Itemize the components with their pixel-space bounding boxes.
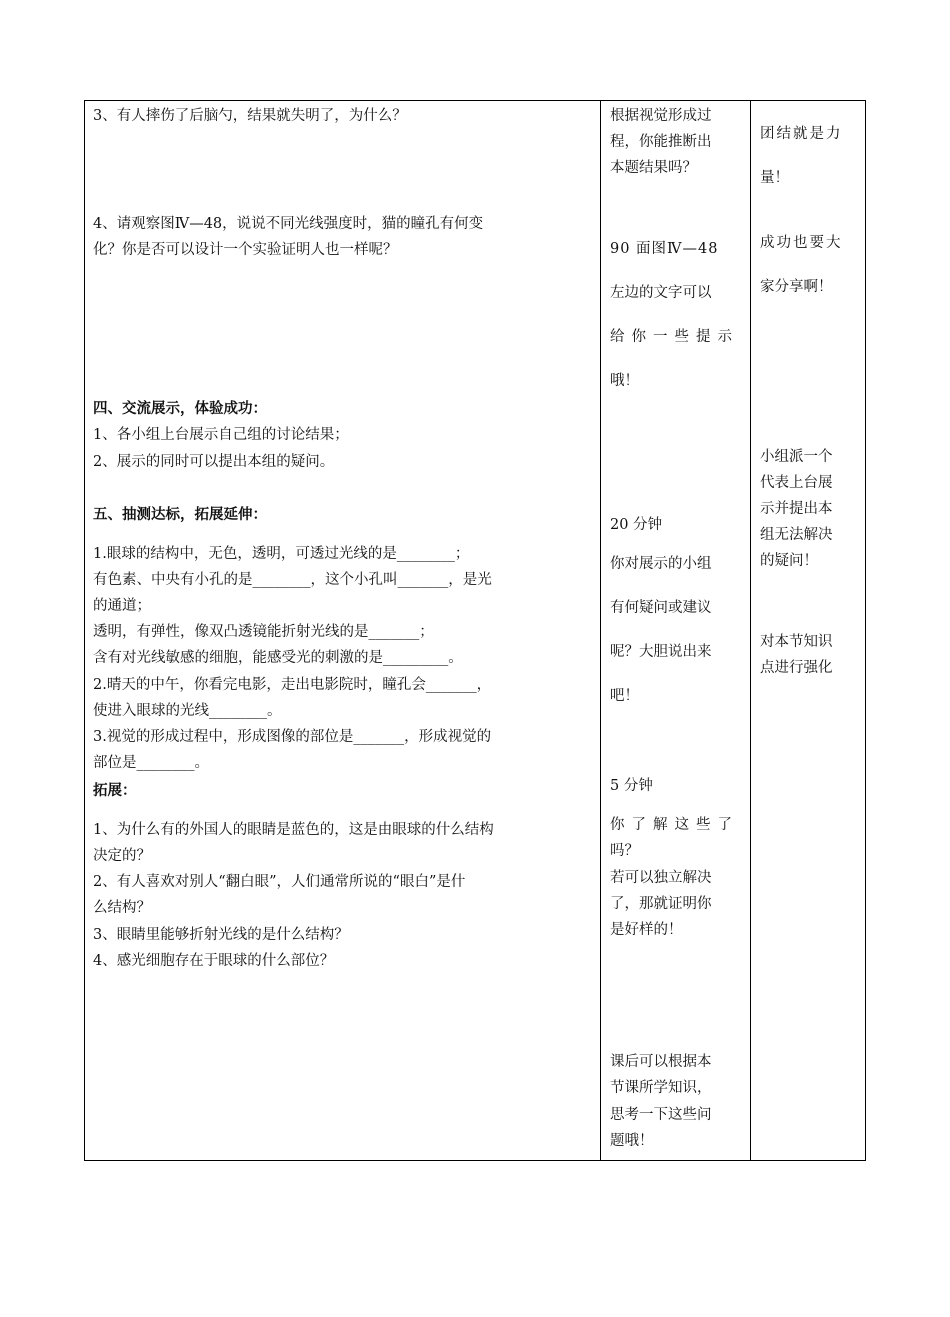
question-4-line-2: 化？你是否可以设计一个实验证明人也一样呢？: [93, 242, 398, 258]
question-4-line-1: 4、请观察图Ⅳ—48，说说不同光线强度时，猫的瞳孔有何变: [93, 216, 484, 232]
note-3-line-1: 小组派一个: [760, 449, 833, 465]
table-border-bottom: [84, 1160, 866, 1161]
exercise-1-line-4: 透明，有弹性，像双凸透镜能折射光线的是_______；: [93, 624, 434, 640]
question-3: 3、有人摔伤了后脑勺，结果就失明了，为什么？: [93, 108, 407, 124]
guide-1-line-3: 本题结果吗？: [610, 160, 697, 176]
note-4-line-1: 对本节知识: [760, 634, 833, 650]
section-5-title: 五、抽测达标，拓展延伸：: [93, 506, 267, 523]
guide-4-line-4: 了，那就证明你: [610, 896, 712, 912]
note-3-line-2: 代表上台展: [760, 475, 833, 491]
guide-4-time: 5 分钟: [610, 778, 653, 794]
guide-5-line-2: 节课所学知识，: [610, 1080, 712, 1096]
guide-3-time: 20 分钟: [610, 517, 663, 533]
guide-5-line-4: 题哦！: [610, 1133, 654, 1149]
extension-2-line-2: 么结构？: [93, 900, 151, 916]
note-1-line-1: 团结就是力: [760, 126, 843, 142]
note-1-line-2: 量！: [760, 170, 789, 186]
section-4-title: 四、交流展示，体验成功：: [93, 400, 267, 417]
table-divider-2: [750, 100, 751, 1161]
exercise-3-line-2: 部位是________。: [93, 755, 209, 771]
extension-4: 4、感光细胞存在于眼球的什么部位？: [93, 953, 335, 969]
guide-4-line-1: 你了解这些了: [610, 817, 739, 833]
note-3-line-3: 示并提出本: [760, 501, 833, 517]
guide-2-line-4: 哦！: [610, 373, 639, 389]
guide-3-line-1: 你对展示的小组: [610, 556, 712, 572]
extension-3: 3、眼睛里能够折射光线的是什么结构？: [93, 927, 349, 943]
table-divider-1: [600, 100, 601, 1161]
extension-title: 拓展：: [93, 782, 137, 799]
note-2-line-1: 成功也要大: [760, 235, 843, 251]
guide-2-line-3: 给你一些提示: [610, 329, 739, 345]
guide-4-line-2: 吗？: [610, 843, 639, 859]
extension-1-line-2: 决定的？: [93, 848, 151, 864]
extension-2-line-1: 2、有人喜欢对别人“翻白眼”，人们通常所说的“眼白”是什: [93, 874, 466, 890]
exercise-3-line-1: 3.视觉的形成过程中，形成图像的部位是_______，形成视觉的: [93, 729, 492, 745]
guide-2-line-2: 左边的文字可以: [610, 285, 712, 301]
guide-5-line-3: 思考一下这些问: [610, 1107, 712, 1123]
guide-1-line-1: 根据视觉形成过: [610, 108, 712, 124]
table-border-top: [84, 100, 866, 101]
note-2-line-2: 家分享啊！: [760, 279, 833, 295]
section-4-item-1: 1、各小组上台展示自己组的讨论结果；: [93, 427, 349, 443]
guide-3-line-4: 吧！: [610, 688, 639, 704]
exercise-1-line-2: 有色素、中央有小孔的是________，这个小孔叫_______，是光: [93, 572, 492, 588]
guide-5-line-1: 课后可以根据本: [610, 1054, 712, 1070]
guide-2-line-1: 90 面图Ⅳ—48: [610, 241, 719, 257]
note-4-line-2: 点进行强化: [760, 660, 833, 676]
guide-3-line-2: 有何疑问或建议: [610, 600, 712, 616]
exercise-1-line-3: 的通道；: [93, 598, 151, 614]
guide-1-line-2: 程，你能推断出: [610, 134, 712, 150]
section-4-item-2: 2、展示的同时可以提出本组的疑问。: [93, 454, 335, 470]
note-3-line-5: 的疑问！: [760, 553, 818, 569]
exercise-1-line-5: 含有对光线敏感的细胞，能感受光的刺激的是_________。: [93, 650, 463, 666]
guide-4-line-3: 若可以独立解决: [610, 870, 712, 886]
table-border-left: [84, 100, 85, 1161]
exercise-2-line-2: 使进入眼球的光线________。: [93, 703, 282, 719]
guide-4-line-5: 是好样的！: [610, 922, 683, 938]
note-3-line-4: 组无法解决: [760, 527, 833, 543]
guide-3-line-3: 呢？大胆说出来: [610, 644, 712, 660]
extension-1-line-1: 1、为什么有的外国人的眼睛是蓝色的，这是由眼球的什么结构: [93, 822, 494, 838]
table-border-right: [865, 100, 866, 1161]
exercise-1-line-1: 1.眼球的结构中，无色，透明，可透过光线的是________；: [93, 546, 470, 562]
exercise-2-line-1: 2.晴天的中午，你看完电影，走出电影院时，瞳孔会_______，: [93, 677, 492, 693]
